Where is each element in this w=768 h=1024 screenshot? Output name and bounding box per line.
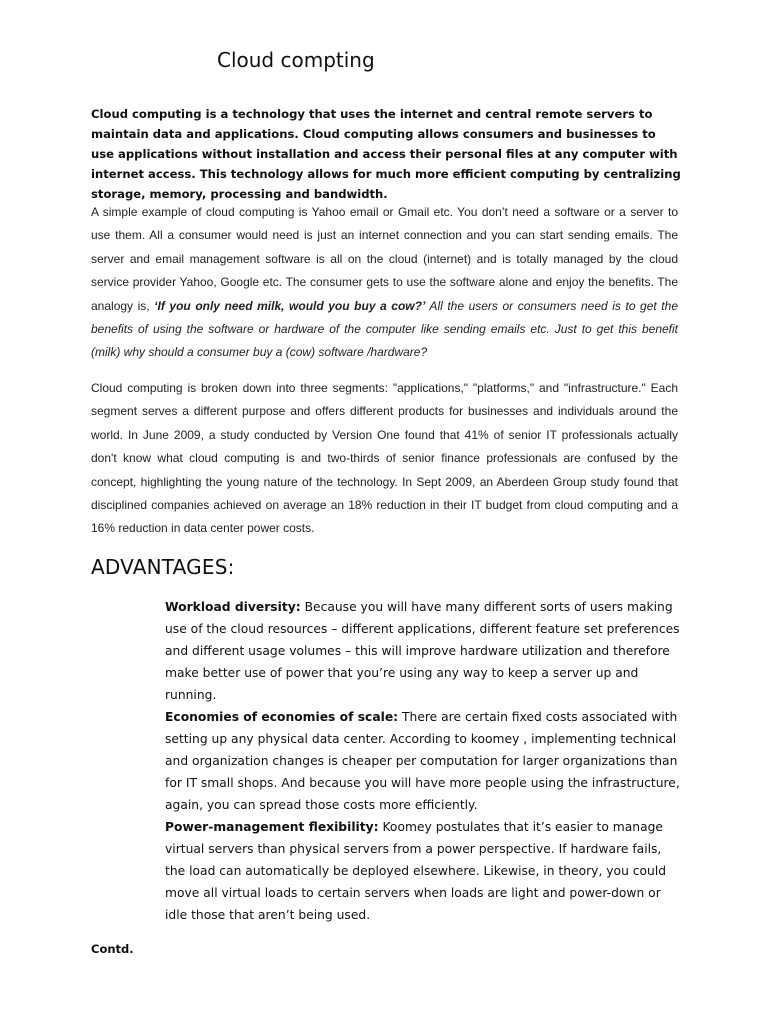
analogy-explanation: All the users or consumers need is to get the benefits of using the software or hardware of the computer like sending emails etc. Just to get this benefit (milk) why should a consumer buy a (cow) software /hardware?	[91, 298, 678, 360]
advantage-item	[165, 816, 685, 926]
advantages-heading: ADVANTAGES:	[91, 555, 235, 579]
advantage-label: Economies of economies of scale:	[165, 710, 399, 724]
analogy-quote: If you only need milk, would you buy a cow?’	[157, 298, 426, 313]
advantage-text: Because you will have many different sorts of users making use of the cloud resources – different applications, different feature set preferences and different usage volumes – this will improve hardware utilization and therefore make better use of power that you’re using any way to keep a server up and running.	[165, 600, 680, 702]
advantage-text: Koomey postulates that it’s easier to manage virtual servers than physical servers from a power perspective. If hardware fails, the load can automatically be deployed elsewhere. Likewise, in theory, you could move all virtual loads to certain servers when loads are light and power-down or idle those that aren’t being used.	[165, 820, 667, 922]
advantage-label: Power-management flexibility:	[165, 820, 379, 834]
advantages-list	[165, 596, 685, 926]
page-title: Cloud compting	[217, 48, 375, 72]
advantage-item	[165, 596, 685, 706]
segments-paragraph: Cloud computing is broken down into three segments: "applications," "platforms," and "infrastructure." Each segment serves a different purpose and offers different products for businesses and individuals around the world. In June 2009, a study conducted by Version One found that 41% of senior IT professionals actually don't know what cloud computing is and two-thirds of senior finance professionals are confused by the concept, highlighting the young nature of the technology. In Sept 2009, an Aberdeen Group study found that disciplined companies achieved on average an 18% reduction in their IT budget from cloud computing and a 16% reduction in data center power costs.	[91, 381, 678, 536]
example-paragraph	[91, 201, 678, 365]
advantage-item	[165, 706, 685, 816]
advantage-label: Workload diversity:	[165, 600, 301, 614]
intro-paragraph: Cloud computing is a technology that uses the internet and central remote servers to maintain data and applications. Cloud computing allows consumers and businesses to use applications without installation and access their personal files at any computer with internet access. This technology allows for much more efficient computing by centralizing storage, memory, processing and bandwidth.	[91, 107, 681, 201]
advantage-text: There are certain fixed costs associated with setting up any physical data center. According to koomey , implementing technical and organization changes is cheaper per computation for larger organizations than for IT small shops. And because you will have more people using the infrastructure, again, you can spread those costs more efficiently.	[165, 710, 680, 812]
example-text: A simple example of cloud computing is Yahoo email or Gmail etc. You don’t need a software or a server to use them. All a consumer would need is just an internet connection and you can start sending emails. The server and email management software is all on the cloud (internet) and is totally managed by the cloud service provider Yahoo, Google etc. The consumer gets to use the software alone and enjoy the benefits. The analogy is,	[91, 205, 678, 313]
quote-open-mark: ‘	[154, 298, 158, 313]
continued-marker: Contd.	[91, 942, 134, 956]
